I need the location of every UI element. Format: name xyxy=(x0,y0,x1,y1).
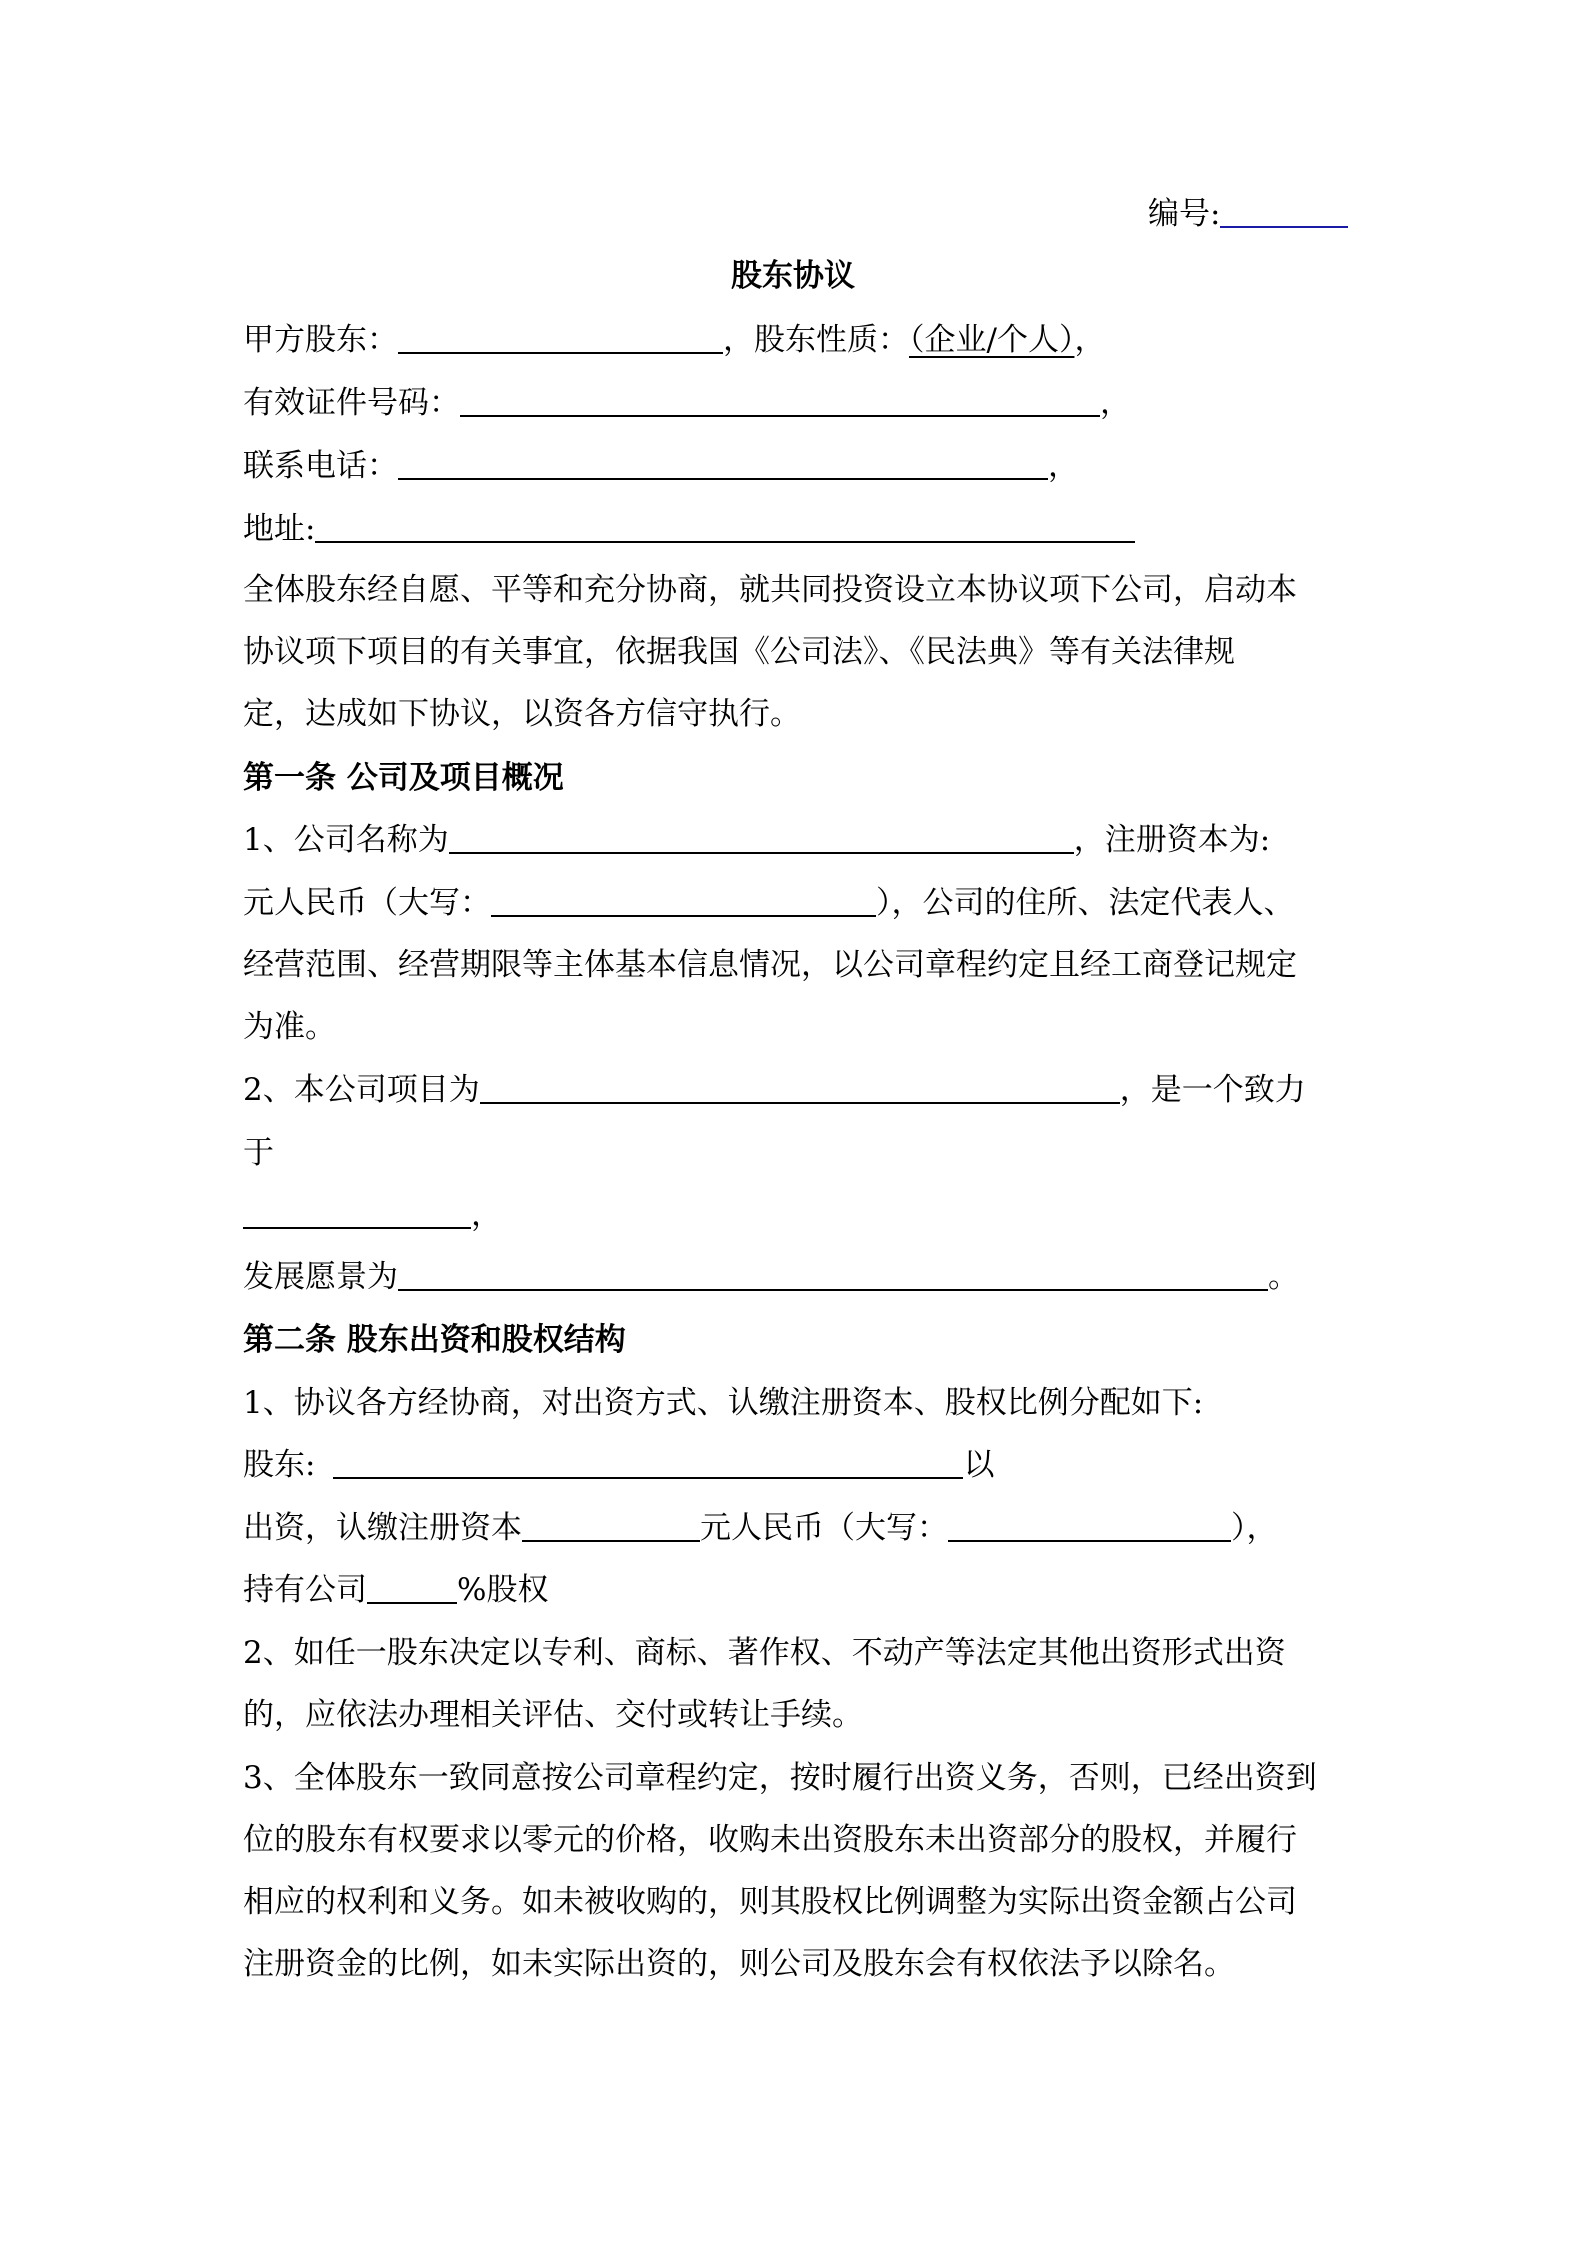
article2-heading: 第二条 股东出资和股权结构 xyxy=(243,1322,626,1358)
project-label: 2、本公司项目为 xyxy=(243,1072,480,1108)
project-blank[interactable] xyxy=(480,1068,1120,1104)
shareholder-end: 以 xyxy=(963,1447,995,1483)
company-name-label: 1、公司名称为 xyxy=(243,822,449,858)
phone-label: 联系电话： xyxy=(243,448,398,484)
article2-item3-line3: 相应的权利和义务。如未被收购的，则其股权比例调整为实际出资金额占公司 xyxy=(243,1884,1297,1920)
article1-heading: 第一条 公司及项目概况 xyxy=(243,760,564,796)
preamble-line-3: 定，达成如下协议，以资各方信守执行。 xyxy=(243,696,801,732)
article1-item1-line4: 为准。 xyxy=(243,1009,336,1045)
capital-uppercase-label: 元人民币（大写： xyxy=(243,885,491,921)
equity-percent-blank[interactable] xyxy=(367,1568,457,1604)
subscribed-uppercase-blank[interactable] xyxy=(948,1506,1231,1542)
article2-item3-line4: 注册资金的比例，如未实际出资的，则公司及股东会有权依法予以除名。 xyxy=(243,1946,1235,1982)
article1-item2-line4 xyxy=(243,1255,1299,1299)
article1-item1-line3: 经营范围、经营期限等主体基本信息情况，以公司章程约定且经工商登记规定 xyxy=(243,947,1297,983)
phone-end: ， xyxy=(1048,448,1079,484)
subscribed-capital-label: 出资，认缴注册资本 xyxy=(243,1510,522,1546)
shareholder-blank[interactable] xyxy=(333,1443,963,1479)
phone-line xyxy=(243,444,1079,488)
party-a-label: 甲方股东： xyxy=(243,322,398,358)
party-a-blank[interactable] xyxy=(398,318,723,354)
id-number-line xyxy=(243,381,1131,425)
party-a-line xyxy=(243,318,1105,362)
subscribed-capital-blank[interactable] xyxy=(522,1506,700,1542)
page-title: 股东协议 xyxy=(731,258,855,294)
preamble-line-2: 协议项下项目的有关事宜，依据我国《公司法》、《民法典》等有关法律规 xyxy=(243,634,1235,670)
id-number-blank[interactable] xyxy=(460,381,1100,417)
shareholder-label: 股东: xyxy=(243,1447,316,1483)
phone-blank[interactable] xyxy=(398,444,1048,480)
address-label: 地址: xyxy=(243,511,316,547)
equity-suffix: %股权 xyxy=(457,1572,549,1608)
id-number-end: ， xyxy=(1100,385,1131,421)
id-number-label: 有效证件号码： xyxy=(243,385,460,421)
article2-item1: 1、协议各方经协商，对出资方式、认缴注册资本、股权比例分配如下: xyxy=(243,1385,1204,1421)
nature-label: 股东性质： xyxy=(754,322,909,358)
article1-item1-line1 xyxy=(243,818,1270,862)
nature-value[interactable]: （企业/个人） xyxy=(909,322,1075,358)
article1-item1-text: ），公司的住所、法定代表人、 xyxy=(876,885,1295,921)
subscribed-uppercase-label: 元人民币（大写： xyxy=(700,1510,948,1546)
party-a-end: ， xyxy=(1074,322,1106,358)
registered-capital-label: ，注册资本为: xyxy=(1073,822,1271,858)
vision-label: 发展愿景为 xyxy=(243,1259,398,1295)
company-name-blank[interactable] xyxy=(449,818,1074,854)
equity-label: 持有公司 xyxy=(243,1572,367,1608)
address-line xyxy=(243,507,1135,551)
capital-uppercase-blank[interactable] xyxy=(491,881,876,917)
vision-blank[interactable] xyxy=(398,1255,1268,1291)
dedication-end: ， xyxy=(471,1197,502,1233)
serial-number xyxy=(1148,192,1348,236)
capital-line xyxy=(243,1506,1278,1550)
article1-item2-line3 xyxy=(243,1193,502,1237)
serial-blank[interactable] xyxy=(1220,192,1348,228)
project-text: ，是一个致力 xyxy=(1119,1072,1306,1108)
article1-item2-line2: 于 xyxy=(243,1135,274,1171)
equity-line xyxy=(243,1568,548,1612)
article1-item2-line1 xyxy=(243,1068,1306,1112)
article2-item3-line1: 3、全体股东一致同意按公司章程约定，按时履行出资义务，否则，已经出资到 xyxy=(243,1760,1317,1796)
address-blank[interactable] xyxy=(315,507,1135,543)
article2-item3-line2: 位的股东有权要求以零元的价格，收购未出资股东未出资部分的股权，并履行 xyxy=(243,1822,1297,1858)
shareholder-line xyxy=(243,1443,994,1487)
preamble-line-1: 全体股东经自愿、平等和充分协商，就共同投资设立本协议项下公司，启动本 xyxy=(243,572,1297,608)
party-a-sep: ， xyxy=(723,322,754,358)
dedication-blank[interactable] xyxy=(243,1193,471,1229)
article1-item1-line2 xyxy=(243,881,1295,925)
vision-end: 。 xyxy=(1268,1259,1299,1295)
article2-item2-line1: 2、如任一股东决定以专利、商标、著作权、不动产等法定其他出资形式出资 xyxy=(243,1635,1286,1671)
serial-label: 编号: xyxy=(1148,196,1221,232)
article2-item2-line2: 的，应依法办理相关评估、交付或转让手续。 xyxy=(243,1697,863,1733)
capital-end: ）， xyxy=(1231,1510,1278,1546)
